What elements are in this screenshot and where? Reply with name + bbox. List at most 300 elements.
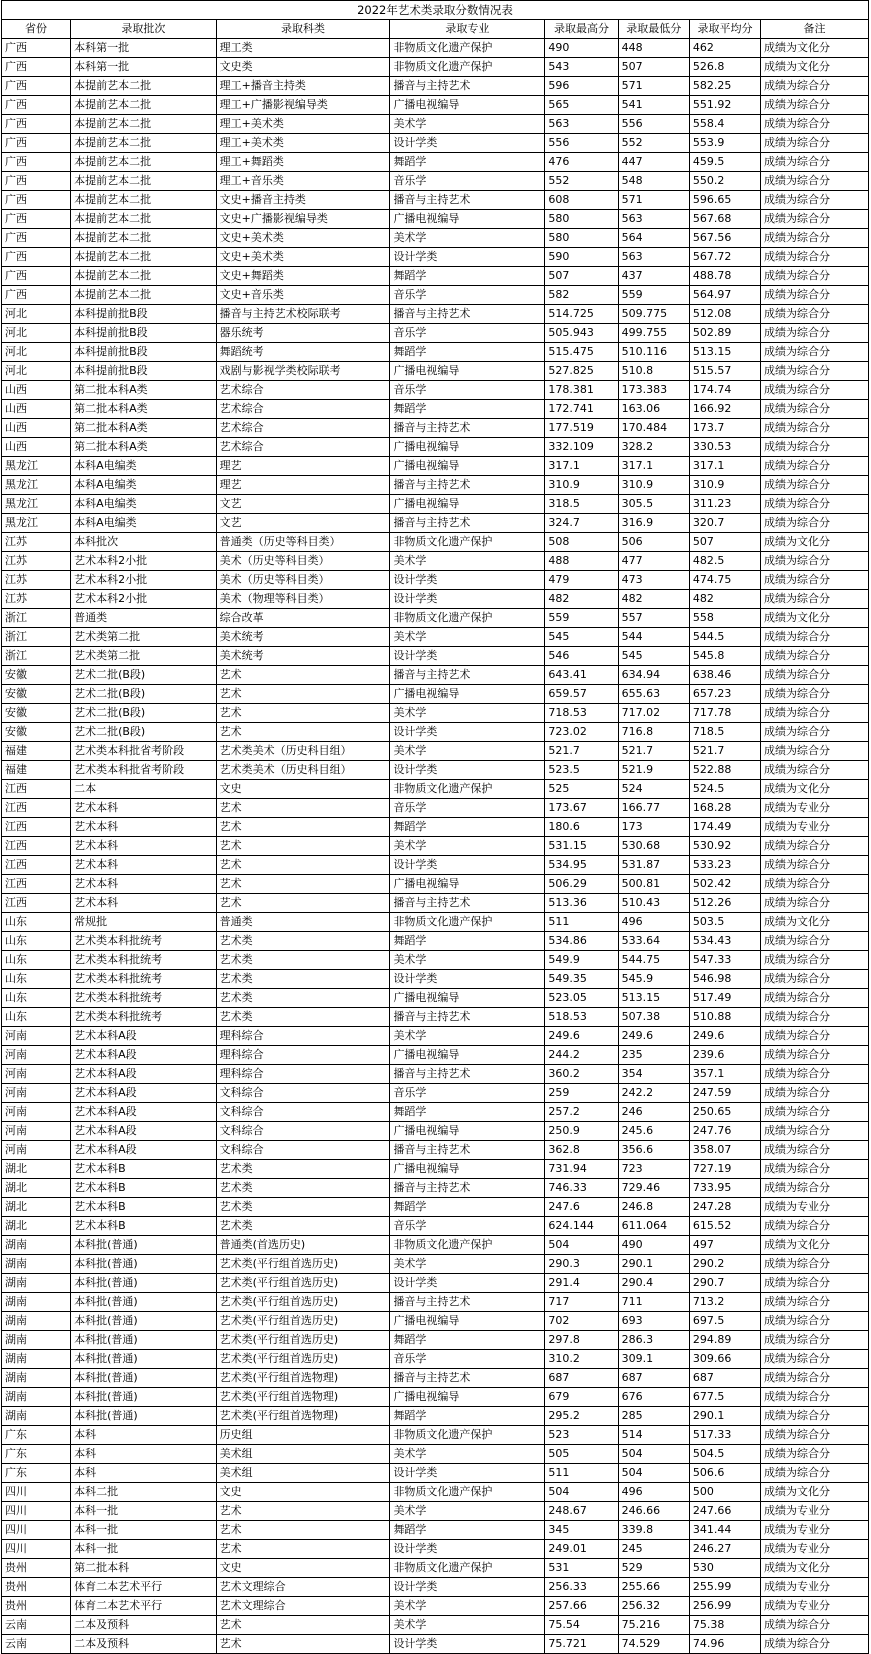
remark-cell: 成绩为综合分: [761, 970, 869, 989]
category-cell: 艺术类: [216, 932, 390, 951]
remark-cell: 成绩为文化分: [761, 780, 869, 799]
min-score-cell: 507: [618, 58, 689, 77]
batch-cell: 本科第一批: [71, 58, 217, 77]
province-cell: 河北: [2, 343, 71, 362]
province-cell: 云南: [2, 1616, 71, 1635]
table-title-row: [2, 1, 869, 20]
batch-cell: 本提前艺本二批: [71, 286, 217, 305]
province-cell: 河南: [2, 1084, 71, 1103]
max-score-cell: 582: [545, 286, 618, 305]
min-score-cell: 531.87: [618, 856, 689, 875]
major-cell: 舞蹈学: [390, 1198, 545, 1217]
batch-cell: 艺术本科B: [71, 1179, 217, 1198]
min-score-cell: 693: [618, 1312, 689, 1331]
province-cell: 贵州: [2, 1578, 71, 1597]
province-cell: 浙江: [2, 609, 71, 628]
remark-cell: 成绩为综合分: [761, 1635, 869, 1654]
category-cell: 艺术类(平行组首选物理): [216, 1388, 390, 1407]
batch-cell: 体育二本艺术平行: [71, 1597, 217, 1616]
province-cell: 江西: [2, 818, 71, 837]
batch-cell: 本科A电编类: [71, 495, 217, 514]
category-cell: 美术（物理等科目类）: [216, 590, 390, 609]
remark-cell: 成绩为文化分: [761, 39, 869, 58]
avg-score-cell: 174.49: [689, 818, 760, 837]
min-score-cell: 510.116: [618, 343, 689, 362]
remark-cell: 成绩为综合分: [761, 267, 869, 286]
province-cell: 黑龙江: [2, 476, 71, 495]
max-score-cell: 507: [545, 267, 618, 286]
avg-score-cell: 567.68: [689, 210, 760, 229]
min-score-cell: 729.46: [618, 1179, 689, 1198]
category-cell: 文艺: [216, 495, 390, 514]
min-score-cell: 544: [618, 628, 689, 647]
province-cell: 河南: [2, 1027, 71, 1046]
table-title: 2022年艺术类录取分数情况表: [2, 1, 869, 20]
batch-cell: 本科提前批B段: [71, 305, 217, 324]
remark-cell: 成绩为综合分: [761, 1274, 869, 1293]
major-cell: 播音与主持艺术: [390, 666, 545, 685]
min-score-cell: 510.8: [618, 362, 689, 381]
remark-cell: 成绩为综合分: [761, 989, 869, 1008]
category-cell: 理科综合: [216, 1046, 390, 1065]
province-cell: 河北: [2, 362, 71, 381]
province-cell: 广西: [2, 134, 71, 153]
remark-cell: 成绩为综合分: [761, 1388, 869, 1407]
avg-score-cell: 582.25: [689, 77, 760, 96]
batch-cell: 本科提前批B段: [71, 343, 217, 362]
remark-cell: 成绩为综合分: [761, 1179, 869, 1198]
max-score-cell: 549.35: [545, 970, 618, 989]
table-row: [2, 381, 869, 400]
batch-cell: 本科第一批: [71, 39, 217, 58]
table-row: [2, 1160, 869, 1179]
max-score-cell: 523.05: [545, 989, 618, 1008]
avg-score-cell: 311.23: [689, 495, 760, 514]
province-cell: 安徽: [2, 685, 71, 704]
major-cell: 非物质文化遗产保护: [390, 913, 545, 932]
remark-cell: 成绩为文化分: [761, 533, 869, 552]
remark-cell: 成绩为综合分: [761, 1103, 869, 1122]
avg-score-cell: 638.46: [689, 666, 760, 685]
major-cell: 设计学类: [390, 1540, 545, 1559]
province-cell: 四川: [2, 1521, 71, 1540]
province-cell: 湖南: [2, 1236, 71, 1255]
max-score-cell: 247.6: [545, 1198, 618, 1217]
category-cell: 艺术类: [216, 970, 390, 989]
batch-cell: 本科批(普通): [71, 1293, 217, 1312]
remark-cell: 成绩为综合分: [761, 476, 869, 495]
province-cell: 河北: [2, 324, 71, 343]
batch-cell: 艺术类第二批: [71, 628, 217, 647]
avg-score-cell: 677.5: [689, 1388, 760, 1407]
avg-score-cell: 255.99: [689, 1578, 760, 1597]
avg-score-cell: 174.74: [689, 381, 760, 400]
avg-score-cell: 697.5: [689, 1312, 760, 1331]
table-row: [2, 628, 869, 647]
remark-cell: 成绩为综合分: [761, 77, 869, 96]
major-cell: 设计学类: [390, 571, 545, 590]
avg-score-cell: 564.97: [689, 286, 760, 305]
table-row: [2, 1350, 869, 1369]
avg-score-cell: 474.75: [689, 571, 760, 590]
min-score-cell: 655.63: [618, 685, 689, 704]
avg-score-cell: 567.56: [689, 229, 760, 248]
table-row: [2, 647, 869, 666]
major-cell: 美术学: [390, 115, 545, 134]
column-header-batch: 录取批次: [71, 20, 217, 39]
max-score-cell: 515.475: [545, 343, 618, 362]
min-score-cell: 290.1: [618, 1255, 689, 1274]
major-cell: 非物质文化遗产保护: [390, 780, 545, 799]
batch-cell: 本科: [71, 1426, 217, 1445]
major-cell: 非物质文化遗产保护: [390, 1236, 545, 1255]
remark-cell: 成绩为综合分: [761, 1331, 869, 1350]
min-score-cell: 316.9: [618, 514, 689, 533]
max-score-cell: 297.8: [545, 1331, 618, 1350]
batch-cell: 本科批(普通): [71, 1312, 217, 1331]
category-cell: 艺术文理综合: [216, 1578, 390, 1597]
avg-score-cell: 247.66: [689, 1502, 760, 1521]
avg-score-cell: 357.1: [689, 1065, 760, 1084]
avg-score-cell: 247.59: [689, 1084, 760, 1103]
province-cell: 湖北: [2, 1217, 71, 1236]
avg-score-cell: 290.7: [689, 1274, 760, 1293]
major-cell: 广播电视编导: [390, 457, 545, 476]
province-cell: 山东: [2, 932, 71, 951]
min-score-cell: 286.3: [618, 1331, 689, 1350]
batch-cell: 艺术本科: [71, 894, 217, 913]
avg-score-cell: 615.52: [689, 1217, 760, 1236]
avg-score-cell: 545.8: [689, 647, 760, 666]
min-score-cell: 544.75: [618, 951, 689, 970]
max-score-cell: 476: [545, 153, 618, 172]
batch-cell: 本科A电编类: [71, 476, 217, 495]
avg-score-cell: 550.2: [689, 172, 760, 191]
major-cell: 设计学类: [390, 856, 545, 875]
min-score-cell: 521.9: [618, 761, 689, 780]
province-cell: 安徽: [2, 704, 71, 723]
category-cell: 艺术: [216, 799, 390, 818]
category-cell: 文史: [216, 1559, 390, 1578]
category-cell: 美术统考: [216, 647, 390, 666]
major-cell: 广播电视编导: [390, 685, 545, 704]
major-cell: 音乐学: [390, 1217, 545, 1236]
province-cell: 湖南: [2, 1331, 71, 1350]
major-cell: 播音与主持艺术: [390, 894, 545, 913]
batch-cell: 本科提前批B段: [71, 324, 217, 343]
table-row: [2, 571, 869, 590]
max-score-cell: 172.741: [545, 400, 618, 419]
min-score-cell: 524: [618, 780, 689, 799]
remark-cell: 成绩为综合分: [761, 571, 869, 590]
province-cell: 福建: [2, 742, 71, 761]
table-row: [2, 1502, 869, 1521]
table-row: [2, 1293, 869, 1312]
remark-cell: 成绩为综合分: [761, 248, 869, 267]
province-cell: 江苏: [2, 533, 71, 552]
category-cell: 艺术类美术（历史科目组）: [216, 742, 390, 761]
remark-cell: 成绩为综合分: [761, 343, 869, 362]
category-cell: 艺术综合: [216, 381, 390, 400]
min-score-cell: 256.32: [618, 1597, 689, 1616]
remark-cell: 成绩为专业分: [761, 1521, 869, 1540]
major-cell: 广播电视编导: [390, 1388, 545, 1407]
major-cell: 广播电视编导: [390, 438, 545, 457]
table-row: [2, 1141, 869, 1160]
table-row: [2, 1464, 869, 1483]
province-cell: 广西: [2, 172, 71, 191]
min-score-cell: 504: [618, 1445, 689, 1464]
major-cell: 广播电视编导: [390, 1046, 545, 1065]
avg-score-cell: 718.5: [689, 723, 760, 742]
max-score-cell: 546: [545, 647, 618, 666]
avg-score-cell: 317.1: [689, 457, 760, 476]
min-score-cell: 309.1: [618, 1350, 689, 1369]
min-score-cell: 521.7: [618, 742, 689, 761]
max-score-cell: 523.5: [545, 761, 618, 780]
avg-score-cell: 687: [689, 1369, 760, 1388]
category-cell: 艺术类: [216, 1160, 390, 1179]
table-row: [2, 1236, 869, 1255]
province-cell: 广西: [2, 267, 71, 286]
table-row: [2, 1483, 869, 1502]
avg-score-cell: 290.2: [689, 1255, 760, 1274]
min-score-cell: 530.68: [618, 837, 689, 856]
avg-score-cell: 515.57: [689, 362, 760, 381]
min-score-cell: 255.66: [618, 1578, 689, 1597]
avg-score-cell: 657.23: [689, 685, 760, 704]
remark-cell: 成绩为综合分: [761, 153, 869, 172]
province-cell: 山西: [2, 400, 71, 419]
max-score-cell: 345: [545, 1521, 618, 1540]
max-score-cell: 525: [545, 780, 618, 799]
table-row: [2, 1635, 869, 1654]
province-cell: 湖南: [2, 1255, 71, 1274]
batch-cell: 艺术本科A段: [71, 1065, 217, 1084]
remark-cell: 成绩为综合分: [761, 875, 869, 894]
remark-cell: 成绩为综合分: [761, 1350, 869, 1369]
category-cell: 艺术类: [216, 951, 390, 970]
min-score-cell: 557: [618, 609, 689, 628]
major-cell: 广播电视编导: [390, 210, 545, 229]
min-score-cell: 510.43: [618, 894, 689, 913]
batch-cell: 艺术本科A段: [71, 1122, 217, 1141]
avg-score-cell: 553.9: [689, 134, 760, 153]
min-score-cell: 356.6: [618, 1141, 689, 1160]
table-row: [2, 1179, 869, 1198]
batch-cell: 体育二本艺术平行: [71, 1578, 217, 1597]
batch-cell: 艺术本科: [71, 856, 217, 875]
avg-score-cell: 727.19: [689, 1160, 760, 1179]
max-score-cell: 256.33: [545, 1578, 618, 1597]
remark-cell: 成绩为综合分: [761, 1255, 869, 1274]
batch-cell: 艺术类本科批统考: [71, 1008, 217, 1027]
table-row: [2, 723, 869, 742]
remark-cell: 成绩为综合分: [761, 400, 869, 419]
major-cell: 设计学类: [390, 134, 545, 153]
category-cell: 理工+音乐类: [216, 172, 390, 191]
max-score-cell: 511: [545, 913, 618, 932]
major-cell: 广播电视编导: [390, 1122, 545, 1141]
province-cell: 贵州: [2, 1559, 71, 1578]
min-score-cell: 571: [618, 77, 689, 96]
remark-cell: 成绩为综合分: [761, 1065, 869, 1084]
avg-score-cell: 521.7: [689, 742, 760, 761]
batch-cell: 艺术本科: [71, 837, 217, 856]
min-score-cell: 490: [618, 1236, 689, 1255]
major-cell: 设计学类: [390, 1274, 545, 1293]
min-score-cell: 634.94: [618, 666, 689, 685]
table-row: [2, 685, 869, 704]
batch-cell: 艺术二批(B段): [71, 723, 217, 742]
batch-cell: 普通类: [71, 609, 217, 628]
max-score-cell: 332.109: [545, 438, 618, 457]
avg-score-cell: 526.8: [689, 58, 760, 77]
major-cell: 非物质文化遗产保护: [390, 609, 545, 628]
batch-cell: 艺术类本科批统考: [71, 951, 217, 970]
table-row: [2, 913, 869, 932]
remark-cell: 成绩为综合分: [761, 1426, 869, 1445]
category-cell: 艺术类(平行组首选物理): [216, 1369, 390, 1388]
table-row: [2, 134, 869, 153]
province-cell: 江西: [2, 856, 71, 875]
max-score-cell: 490: [545, 39, 618, 58]
batch-cell: 艺术本科A段: [71, 1046, 217, 1065]
avg-score-cell: 596.65: [689, 191, 760, 210]
table-row: [2, 1540, 869, 1559]
category-cell: 文科综合: [216, 1103, 390, 1122]
remark-cell: 成绩为综合分: [761, 742, 869, 761]
category-cell: 文史: [216, 1483, 390, 1502]
province-cell: 贵州: [2, 1597, 71, 1616]
batch-cell: 艺术本科2小批: [71, 552, 217, 571]
province-cell: 广西: [2, 96, 71, 115]
major-cell: 音乐学: [390, 172, 545, 191]
avg-score-cell: 250.65: [689, 1103, 760, 1122]
max-score-cell: 318.5: [545, 495, 618, 514]
min-score-cell: 473: [618, 571, 689, 590]
max-score-cell: 259: [545, 1084, 618, 1103]
batch-cell: 本提前艺本二批: [71, 191, 217, 210]
max-score-cell: 723.02: [545, 723, 618, 742]
major-cell: 播音与主持艺术: [390, 1008, 545, 1027]
major-cell: 舞蹈学: [390, 1103, 545, 1122]
max-score-cell: 173.67: [545, 799, 618, 818]
column-header-max-score: 录取最高分: [545, 20, 618, 39]
max-score-cell: 527.825: [545, 362, 618, 381]
major-cell: 设计学类: [390, 590, 545, 609]
min-score-cell: 563: [618, 210, 689, 229]
batch-cell: 本科批(普通): [71, 1331, 217, 1350]
remark-cell: 成绩为文化分: [761, 1559, 869, 1578]
province-cell: 河南: [2, 1122, 71, 1141]
avg-score-cell: 517.33: [689, 1426, 760, 1445]
category-cell: 理工+美术类: [216, 134, 390, 153]
category-cell: 艺术类(平行组首选历史): [216, 1274, 390, 1293]
batch-cell: 本提前艺本二批: [71, 210, 217, 229]
batch-cell: 二本及预科: [71, 1635, 217, 1654]
major-cell: 舞蹈学: [390, 400, 545, 419]
category-cell: 舞蹈统考: [216, 343, 390, 362]
table-row: [2, 438, 869, 457]
category-cell: 艺术: [216, 1502, 390, 1521]
category-cell: 艺术文理综合: [216, 1597, 390, 1616]
remark-cell: 成绩为专业分: [761, 1597, 869, 1616]
major-cell: 非物质文化遗产保护: [390, 1483, 545, 1502]
category-cell: 艺术类(平行组首选历史): [216, 1293, 390, 1312]
table-row: [2, 666, 869, 685]
province-cell: 湖南: [2, 1274, 71, 1293]
category-cell: 艺术综合: [216, 400, 390, 419]
category-cell: 美术组: [216, 1464, 390, 1483]
avg-score-cell: 530.92: [689, 837, 760, 856]
remark-cell: 成绩为专业分: [761, 799, 869, 818]
max-score-cell: 679: [545, 1388, 618, 1407]
max-score-cell: 545: [545, 628, 618, 647]
avg-score-cell: 517.49: [689, 989, 760, 1008]
max-score-cell: 556: [545, 134, 618, 153]
table-row: [2, 590, 869, 609]
province-cell: 河南: [2, 1046, 71, 1065]
province-cell: 江苏: [2, 552, 71, 571]
table-row: [2, 457, 869, 476]
province-cell: 广东: [2, 1426, 71, 1445]
province-cell: 湖南: [2, 1312, 71, 1331]
major-cell: 非物质文化遗产保护: [390, 1559, 545, 1578]
avg-score-cell: 512.08: [689, 305, 760, 324]
remark-cell: 成绩为综合分: [761, 1027, 869, 1046]
major-cell: 舞蹈学: [390, 267, 545, 286]
province-cell: 湖南: [2, 1369, 71, 1388]
max-score-cell: 505: [545, 1445, 618, 1464]
table-row: [2, 837, 869, 856]
min-score-cell: 500.81: [618, 875, 689, 894]
min-score-cell: 545.9: [618, 970, 689, 989]
min-score-cell: 235: [618, 1046, 689, 1065]
major-cell: 设计学类: [390, 1635, 545, 1654]
min-score-cell: 170.484: [618, 419, 689, 438]
max-score-cell: 523: [545, 1426, 618, 1445]
remark-cell: 成绩为专业分: [761, 1502, 869, 1521]
province-cell: 黑龙江: [2, 514, 71, 533]
avg-score-cell: 310.9: [689, 476, 760, 495]
batch-cell: 本科: [71, 1464, 217, 1483]
major-cell: 美术学: [390, 704, 545, 723]
batch-cell: 本科提前批B段: [71, 362, 217, 381]
category-cell: 艺术类: [216, 1217, 390, 1236]
avg-score-cell: 482.5: [689, 552, 760, 571]
remark-cell: 成绩为综合分: [761, 704, 869, 723]
category-cell: 美术（历史等科目类）: [216, 571, 390, 590]
avg-score-cell: 506.6: [689, 1464, 760, 1483]
max-score-cell: 360.2: [545, 1065, 618, 1084]
table-row: [2, 1521, 869, 1540]
max-score-cell: 659.57: [545, 685, 618, 704]
batch-cell: 本科A电编类: [71, 514, 217, 533]
province-cell: 山东: [2, 951, 71, 970]
avg-score-cell: 239.6: [689, 1046, 760, 1065]
batch-cell: 本提前艺本二批: [71, 96, 217, 115]
max-score-cell: 731.94: [545, 1160, 618, 1179]
batch-cell: 第二批本科A类: [71, 381, 217, 400]
table-row: [2, 742, 869, 761]
remark-cell: 成绩为综合分: [761, 96, 869, 115]
table-row: [2, 77, 869, 96]
major-cell: 音乐学: [390, 286, 545, 305]
major-cell: 设计学类: [390, 1578, 545, 1597]
major-cell: 非物质文化遗产保护: [390, 58, 545, 77]
min-score-cell: 545: [618, 647, 689, 666]
